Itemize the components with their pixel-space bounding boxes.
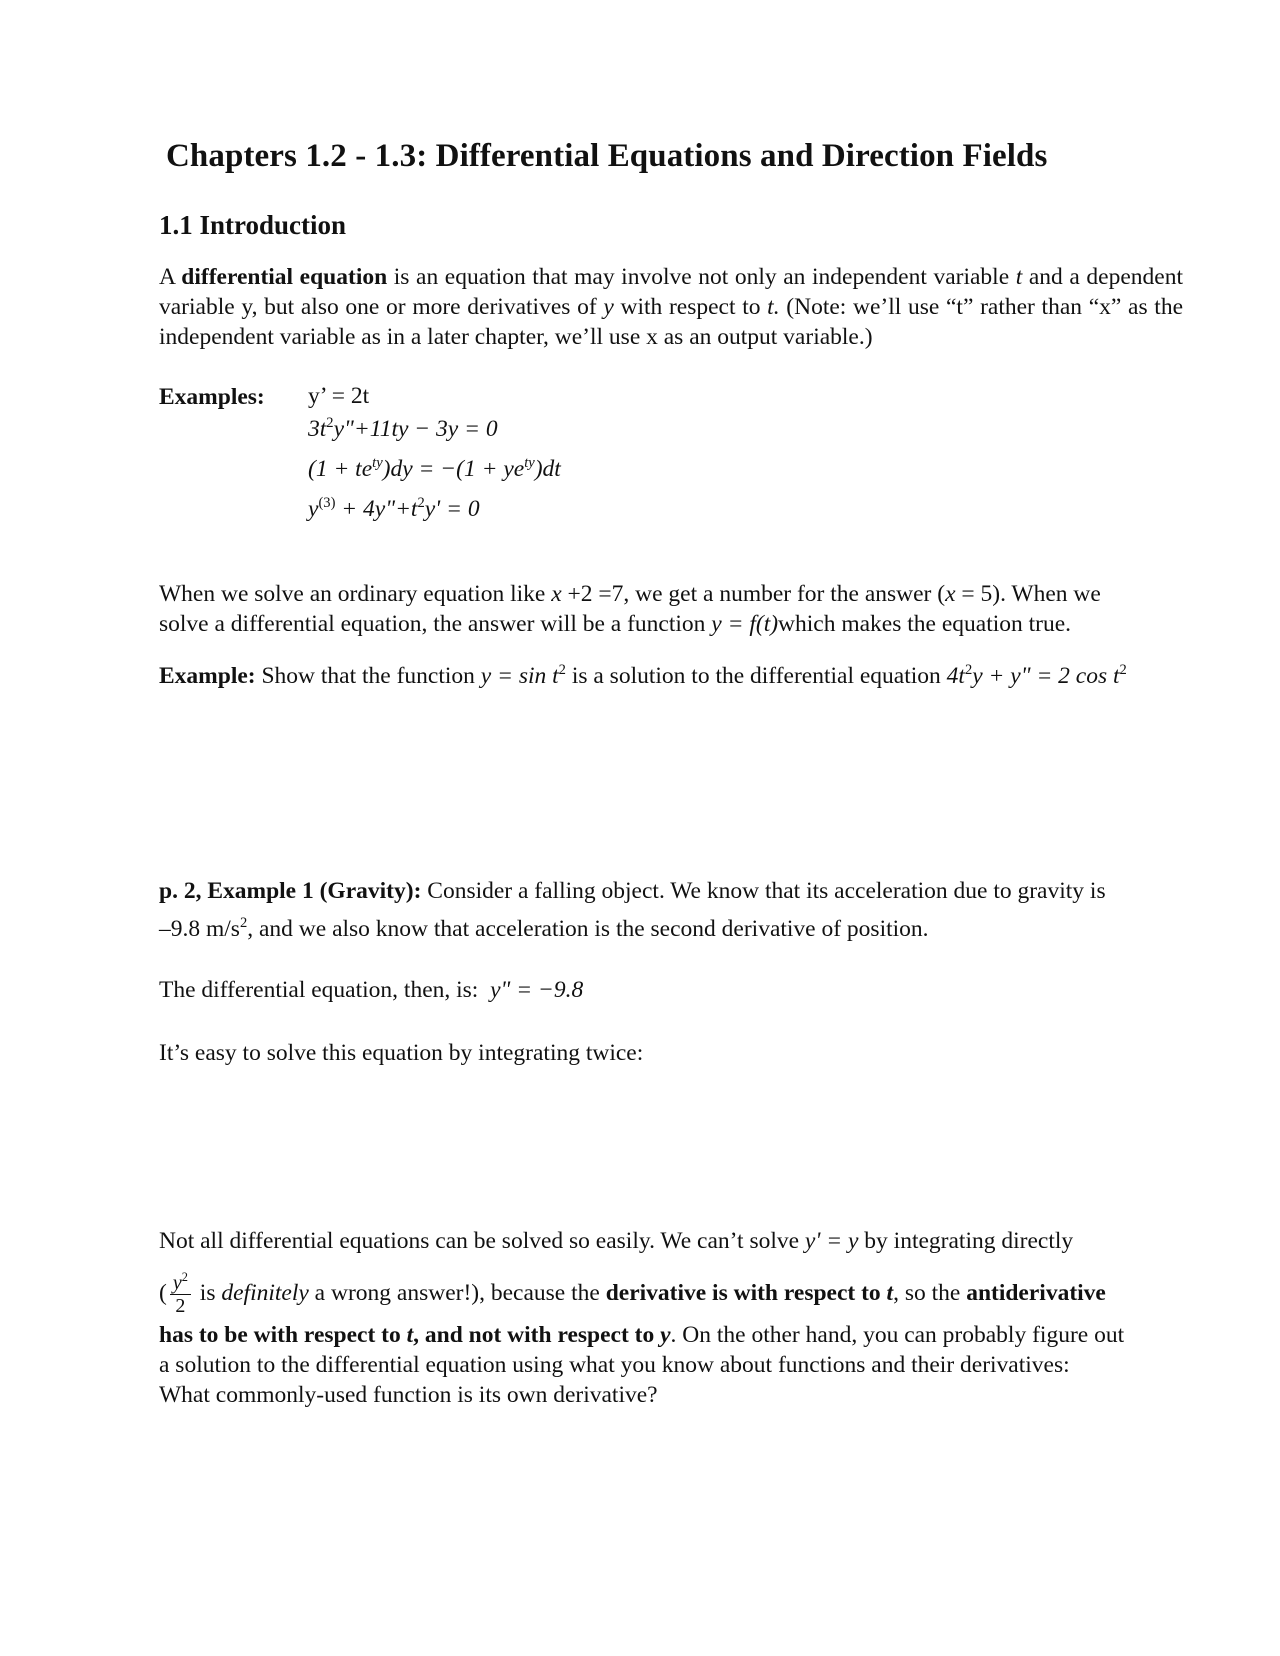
term-differential-equation: differential equation	[181, 264, 388, 290]
example-sin-statement: Example: Show that the function $y = \sin t^2$ is a solution to the differential equation $4t^2y + y$" = 2 $\cos t^2$	[159, 662, 1127, 689]
ordinary-equation-line-1: When we solve an ordinary equation like x +2 =7, we get a number for the answer (x = 5). When we	[159, 581, 1101, 607]
example-equation-3: $(1 + te^{ty})dy = -(1 + ye^{ty})dt$	[308, 455, 561, 482]
example-label: Example:	[159, 663, 256, 689]
example-equation-2: $3t^2y"+11ty - 3y = 0$	[308, 415, 498, 442]
ordinary-equation-line-2: solve a differential equation, the answer will be a function y = f(t)which makes the equation true.	[159, 611, 1072, 637]
gravity-differential-equation: The differential equation, then, is: y" = −9.8	[159, 977, 584, 1003]
not-all-line-1: Not all differential equations can be solved so easily. We can’t solve y' = y by integrating directly	[159, 1228, 1074, 1254]
not-all-line-3: has to be with respect to t, and not with respect to y. On the other hand, you can probably figure out	[159, 1322, 1125, 1348]
not-all-line-4: a solution to the differential equation using what you know about functions and their derivatives:	[159, 1352, 1070, 1378]
y-squared-over-two: $\frac{y^2}{2}$	[170, 1272, 191, 1317]
gravity-equation: y" = −9.8	[490, 977, 584, 1003]
not-all-line-2: ( $\frac{y^2}{2}$ is definitely a wrong answer!), because the derivative is with respect to t, so the antiderivative	[159, 1270, 1106, 1317]
intro-paragraph: A differential equation is an equation that may involve not only an independent variable t and a dependent variable y, but also one or more derivatives of y with respect to t. (Note: we’ll use “t” rather than “x” as the independent variable as in a later chapter, we’ll use x as an output variable.)	[159, 264, 1183, 350]
gravity-line-2: –9.8 $m/s^2$, and we also know that acceleration is the second derivative of position.	[159, 915, 929, 942]
examples-label: Examples:	[159, 384, 265, 410]
gravity-line-1: p. 2, Example 1 (Gravity): Consider a falling object. We know that its acceleration due to gravity is	[159, 878, 1106, 904]
page-title: Chapters 1.2 - 1.3: Differential Equations and Direction Fields	[166, 138, 1048, 174]
example-equation-4: $y^{(3)}$ + $4y"+t^2y' = 0$	[308, 495, 480, 522]
gravity-example-label: p. 2, Example 1 (Gravity):	[159, 878, 422, 904]
not-all-line-5: What commonly-used function is its own derivative?	[159, 1382, 658, 1408]
integrating-twice-line: It’s easy to solve this equation by integrating twice:	[159, 1040, 644, 1066]
example-equation-1: y’ = 2t	[308, 383, 370, 409]
section-heading-introduction: 1.1 Introduction	[159, 210, 347, 240]
